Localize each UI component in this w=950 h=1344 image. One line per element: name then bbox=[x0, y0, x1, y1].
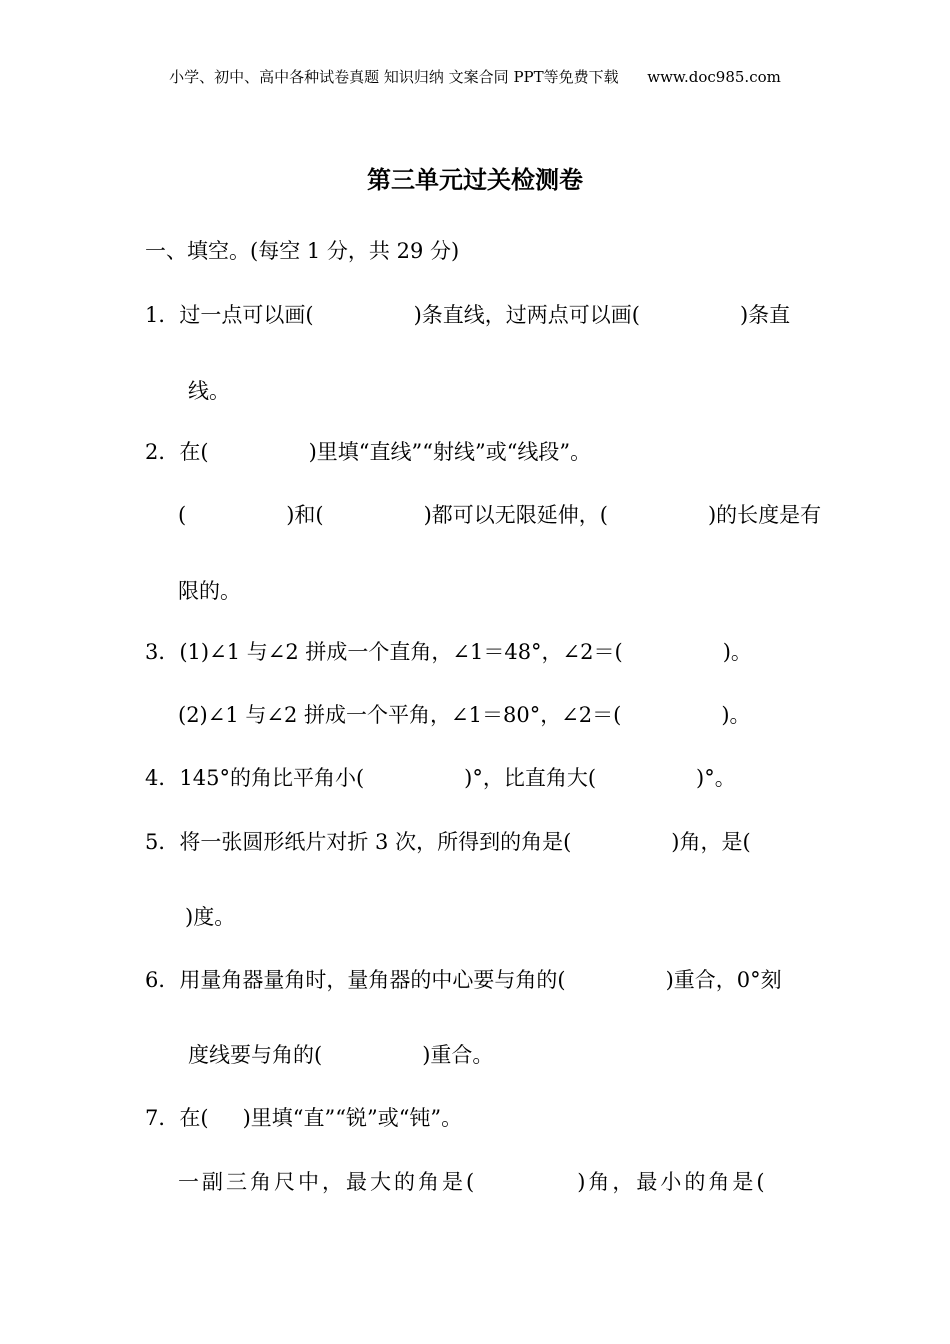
q2-text-a: 2．在( bbox=[145, 440, 209, 464]
q1-text-a: 1．过一点可以画( bbox=[145, 303, 314, 327]
q2-text-d: )和( bbox=[286, 503, 324, 527]
q6-text-d: )重合。 bbox=[422, 1043, 494, 1067]
q3-text-a1: 3．(1)∠1 与∠2 拼成一个直角，∠1＝48°，∠2＝( bbox=[145, 640, 623, 664]
q2-text-e: )都可以无限延伸，( bbox=[423, 503, 608, 527]
question-6-line-1 bbox=[145, 966, 782, 994]
question-4 bbox=[145, 764, 736, 792]
question-2-line-3: 限的。 bbox=[178, 579, 241, 603]
page-header bbox=[0, 66, 950, 87]
q1-text-b: )条直线，过两点可以画( bbox=[413, 303, 640, 327]
header-website: www.doc985.com bbox=[647, 68, 781, 86]
question-2-line-1 bbox=[145, 438, 591, 466]
q2-text-b: )里填“直线”“射线”或“线段”。 bbox=[308, 440, 592, 464]
q6-text-b: )重合，0°刻 bbox=[665, 968, 782, 992]
q2-text-f: )的长度是有 bbox=[707, 503, 822, 527]
question-7-line-1 bbox=[145, 1104, 462, 1132]
section-heading: 一、填空。(每空 1 分，共 29 分) bbox=[145, 239, 460, 263]
q4-text-b: )°，比直角大( bbox=[464, 766, 597, 790]
q7-text-b: )里填“直”“锐”或“钝”。 bbox=[242, 1106, 463, 1130]
question-2-line-2 bbox=[178, 501, 821, 529]
question-7-line-2 bbox=[178, 1168, 768, 1196]
question-3-part-1 bbox=[145, 638, 752, 666]
q1-text-c: )条直 bbox=[739, 303, 791, 327]
q4-text-a: 4．145°的角比平角小( bbox=[145, 766, 365, 790]
question-6-line-2 bbox=[188, 1041, 493, 1069]
q6-text-a: 6．用量角器量角时，量角器的中心要与角的( bbox=[145, 968, 566, 992]
page-title: 第三单元过关检测卷 bbox=[367, 166, 583, 194]
question-5-line-1 bbox=[145, 828, 751, 856]
q3-text-a2: )。 bbox=[722, 640, 752, 664]
q4-text-c: )°。 bbox=[696, 766, 736, 790]
q7-text-d: )角，最小的角是( bbox=[577, 1170, 768, 1194]
q2-text-c: ( bbox=[178, 503, 187, 527]
question-5-line-2: )度。 bbox=[185, 905, 236, 929]
q6-text-c: 度线要与角的( bbox=[188, 1043, 323, 1067]
question-1-line-1 bbox=[145, 301, 790, 329]
q7-text-c: 一副三角尺中，最大的角是( bbox=[178, 1170, 478, 1194]
header-left-text: 小学、初中、高中各种试卷真题 知识归纳 文案合同 PPT等免费下载 bbox=[169, 68, 619, 86]
question-1-line-2: 线。 bbox=[188, 379, 230, 403]
q3-text-b2: )。 bbox=[721, 703, 751, 727]
question-3-part-2 bbox=[178, 701, 751, 729]
q5-text-a: 5．将一张圆形纸片对折 3 次，所得到的角是( bbox=[145, 830, 572, 854]
q5-text-b: )角，是( bbox=[671, 830, 751, 854]
q7-text-a: 7．在( bbox=[145, 1106, 209, 1130]
q3-text-b1: (2)∠1 与∠2 拼成一个平角，∠1＝80°，∠2＝( bbox=[178, 703, 622, 727]
